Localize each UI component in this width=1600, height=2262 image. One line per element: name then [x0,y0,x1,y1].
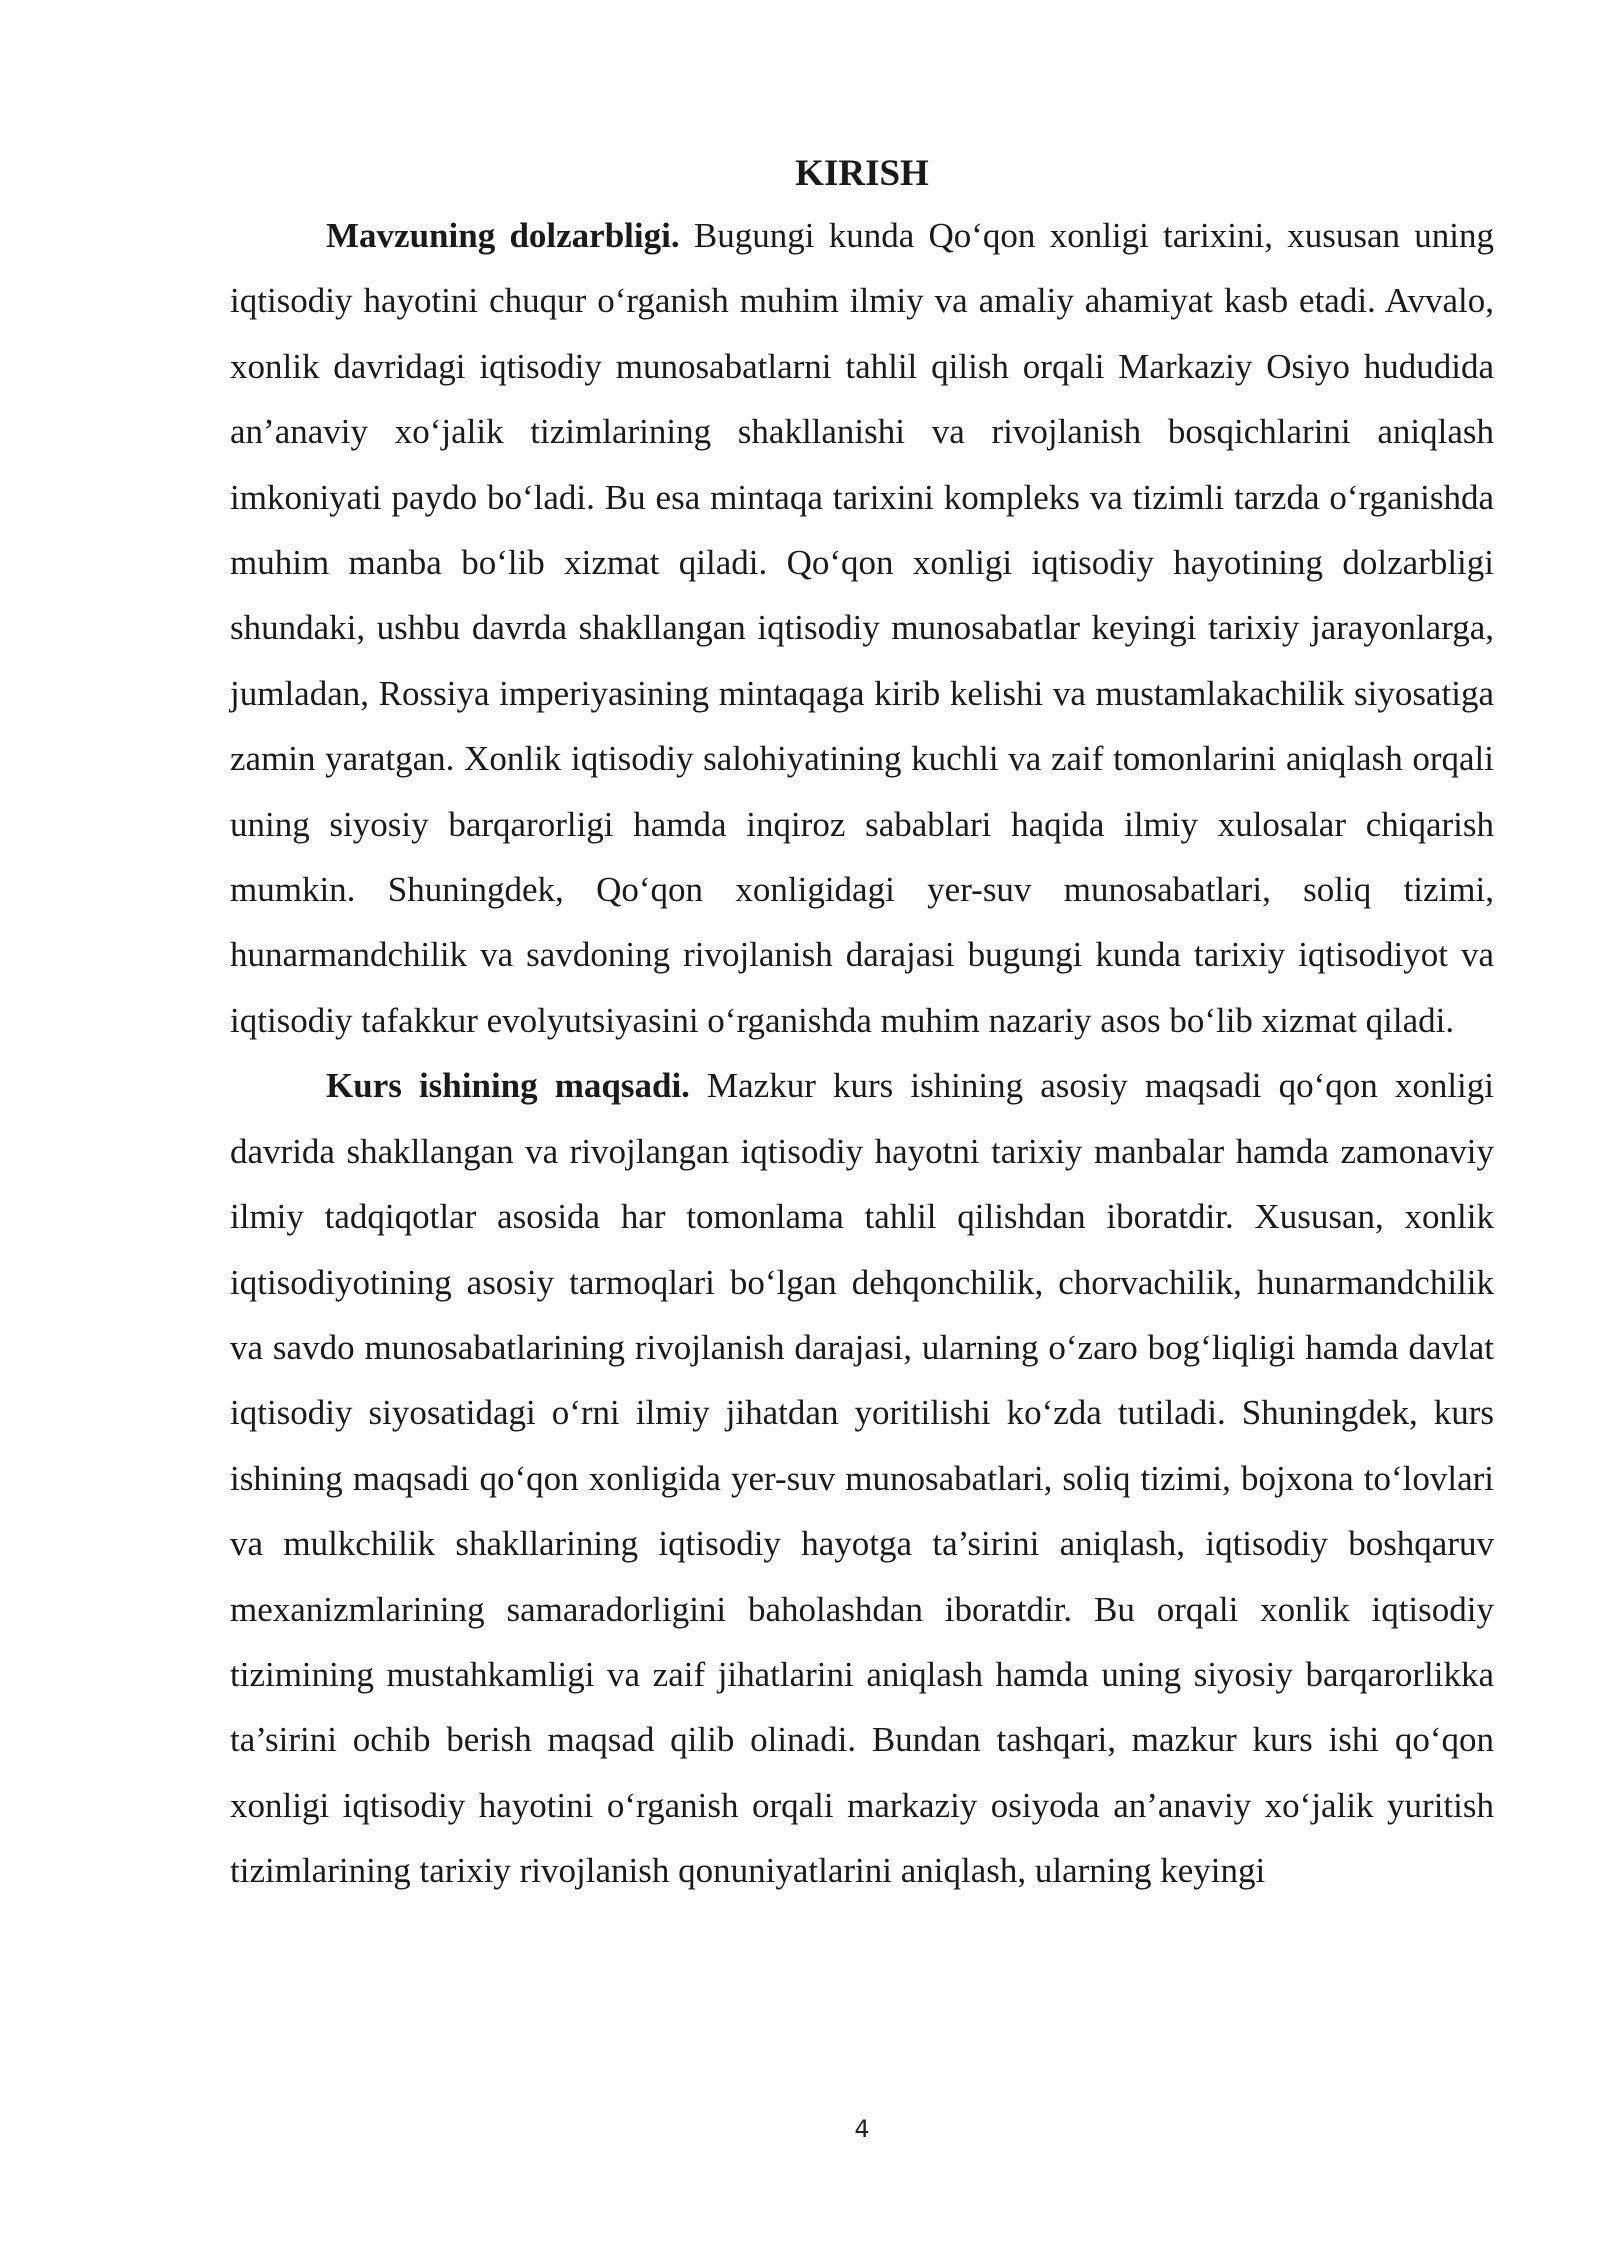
page-title: KIRISH [795,153,929,194]
paragraph-goal [230,1053,1494,1903]
paragraph-text-goal: Mazkur kurs ishining asosiy maqsadi qo‘qon xonligi davrida shakllangan va rivojlangan iqtisodiy hayotni tarixiy manbalar hamda zamonaviy ilmiy tadqiqotlar asosida har tomonlama tahlil qilishdan iboratdir. Xususan, xonlik iqtisodiyotining asosiy tarmoqlari bo‘lgan dehqonchilik, chorvachilik, hunarmandchilik va savdo munosabatlarining rivojlanish darajasi, ularning o‘zaro bog‘liqligi hamda davlat iqtisodiy siyosatidagi o‘rni ilmiy jihatdan yoritilishi ko‘zda tutiladi. Shuningdek, kurs ishining maqsadi qo‘qon xonligida yer-suv munosabatlari, soliq tizimi, bojxona to‘lovlari va mulkchilik shakllarining iqtisodiy hayotga ta’sirini aniqlash, iqtisodiy boshqaruv mexanizmlarining samaradorligini baholashdan iboratdir. Bu orqali xonlik iqtisodiy tizimining mustahkamligi va zaif jihatlarini aniqlash hamda uning siyosiy barqarorlikka ta’sirini ochib berish maqsad qilib olinadi. Bundan tashqari, mazkur kurs ishi qo‘qon xonligi iqtisodiy hayotini o‘rganish orqali markaziy osiyoda an’anaviy xo‘jalik yuritish tizimlarining tarixiy rivojlanish qonuniyatlarini aniqlash, ularning keyingi [230,1066,1494,1891]
paragraph-lead-goal: Kurs ishining maqsadi. [326,1066,690,1106]
document-page [230,150,1494,1904]
paragraph-text-relevance: Bugungi kunda Qo‘qon xonligi tarixini, xususan uning iqtisodiy hayotini chuqur o‘rganish muhim ilmiy va amaliy ahamiyat kasb etadi. Avvalo, xonlik davridagi iqtisodiy munosabatlarni tahlil qilish orqali Markaziy Osiyo hududida an’anaviy xo‘jalik tizimlarining shakllanishi va rivojlanish bosqichlarini aniqlash imkoniyati paydo bo‘ladi. Bu esa mintaqa tarixini kompleks va tizimli tarzda o‘rganishda muhim manba bo‘lib xizmat qiladi. Qo‘qon xonligi iqtisodiy hayotining dolzarbligi shundaki, ushbu davrda shakllangan iqtisodiy munosabatlar keyingi tarixiy jarayonlarga, jumladan, Rossiya imperiyasining mintaqaga kirib kelishi va mustamlakachilik siyosatiga zamin yaratgan. Xonlik iqtisodiy salohiyatining kuchli va zaif tomonlarini aniqlash orqali uning siyosiy barqarorligi hamda inqiroz sabablari haqida ilmiy xulosalar chiqarish mumkin. Shuningdek, Qo‘qon xonligidagi yer-suv munosabatlari, soliq tizimi, hunarmandchilik va savdoning rivojlanish darajasi bugungi kunda tarixiy iqtisodiyot va iqtisodiy tafakkur evolyutsiyasini o‘rganishda muhim nazariy asos bo‘lib xizmat qiladi. [230,216,1494,1040]
paragraph-relevance [230,203,1494,1053]
page-number: 4 [854,2115,870,2143]
paragraph-lead-relevance: Mavzuning dolzarbligi. [326,216,680,255]
